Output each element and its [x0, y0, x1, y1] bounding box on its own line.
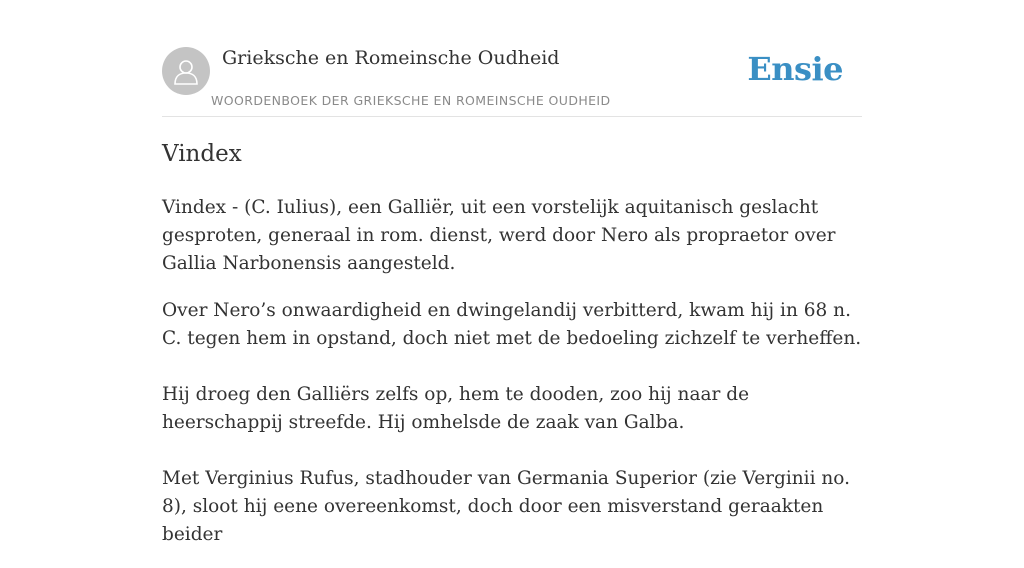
dictionary-subtitle: WOORDENBOEK DER GRIEKSCHE EN ROMEINSCHE OUDHEID	[211, 93, 611, 108]
entry-content	[162, 138, 872, 568]
entry-paragraph: Vindex - (C. Iulius), een Galliër, uit een vorstelijk aquitanisch geslacht gesproten, generaal in rom. dienst, werd door Nero als propraetor over Gallia Narbonensis aangesteld.	[162, 197, 836, 274]
ensie-logo[interactable]: Ensie	[747, 50, 843, 88]
entry-paragraph: Over Nero’s onwaardigheid en dwingelandij verbitterd, kwam hij in 68 n. C. tegen hem in opstand, doch niet met de bedoeling zichzelf te verheffen.	[162, 300, 862, 349]
entry-paragraph: Met Verginius Rufus, stadhouder van Germania Superior (zie Verginii no. 8), sloot hij eene overeenkomst, doch door een misverstand geraakten beider	[162, 468, 851, 545]
dictionary-title[interactable]: Grieksche en Romeinsche Oudheid	[222, 47, 560, 69]
user-icon	[171, 56, 201, 86]
avatar[interactable]	[162, 47, 210, 95]
site-header	[162, 46, 862, 117]
entry-paragraph: Hij droeg den Galliërs zelfs op, hem te dooden, zoo hij naar de heerschappij streefde. Hij omhelsde de zaak van Galba.	[162, 384, 750, 433]
entry-title: Vindex	[162, 141, 242, 167]
